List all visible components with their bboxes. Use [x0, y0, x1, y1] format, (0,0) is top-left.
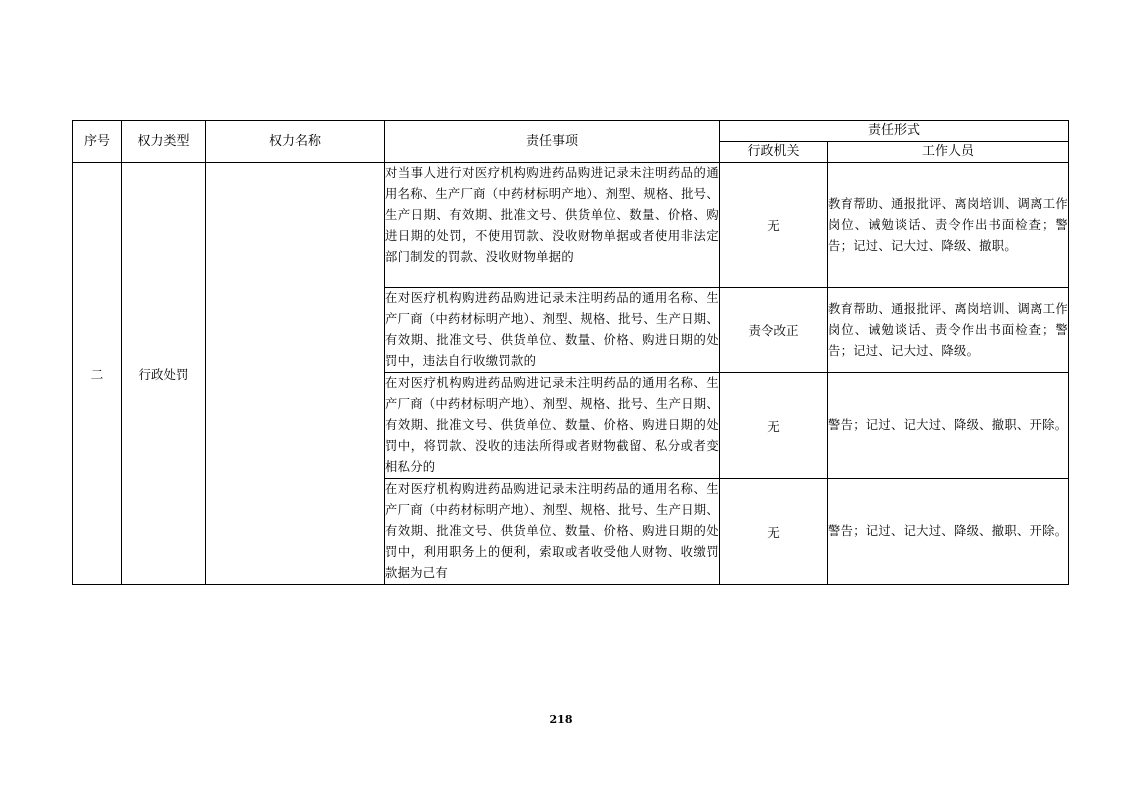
responsibility-item: 在对医疗机构购进药品购进记录未注明药品的通用名称、生产厂商（中药材标明产地）、剂型、规格、批号、生产日期、有效期、批准文号、供货单位、数量、价格、购进日期的处罚中，违法自行收缴罚款的	[385, 288, 720, 373]
header-staff: 工作人员	[828, 142, 1069, 163]
admin-organ-cell: 责令改正	[720, 288, 828, 373]
group-seq: 二	[73, 163, 122, 585]
responsibility-item: 对当事人进行对医疗机构购进药品购进记录未注明药品的通用名称、生产厂商（中药材标明产地）、剂型、规格、批号、生产日期、有效期、批准文号、供货单位、数量、价格、购进日期的处罚，不使用罚款、没收财物单据或者使用非法定部门制发的罚款、没收财物单据的	[385, 163, 720, 288]
group-power-name	[206, 163, 385, 585]
staff-cell: 警告；记过、记大过、降级、撤职、开除。	[828, 479, 1069, 585]
group-power-type: 行政处罚	[122, 163, 206, 585]
header-power-name: 权力名称	[206, 121, 385, 163]
responsibility-table	[72, 120, 1069, 585]
header-admin-organ: 行政机关	[720, 142, 828, 163]
header-responsibility-form: 责任形式	[720, 121, 1069, 142]
staff-cell: 警告；记过、记大过、降级、撤职、开除。	[828, 373, 1069, 479]
staff-cell: 教育帮助、通报批评、离岗培训、调离工作岗位、诫勉谈话、责令作出书面检查；警告；记过、记大过、降级、撤职。	[828, 163, 1069, 288]
staff-cell: 教育帮助、通报批评、离岗培训、调离工作岗位、诫勉谈话、责令作出书面检查；警告；记过、记大过、降级。	[828, 288, 1069, 373]
admin-organ-cell: 无	[720, 373, 828, 479]
responsibility-item: 在对医疗机构购进药品购进记录未注明药品的通用名称、生产厂商（中药材标明产地）、剂型、规格、批号、生产日期、有效期、批准文号、供货单位、数量、价格、购进日期的处罚中，利用职务上的便利，索取或者收受他人财物、收缴罚款据为己有	[385, 479, 720, 585]
header-seq: 序号	[73, 121, 122, 163]
table-row	[73, 163, 1069, 288]
admin-organ-cell: 无	[720, 163, 828, 288]
page-number: 218	[549, 713, 573, 726]
admin-organ-cell: 无	[720, 479, 828, 585]
header-power-type: 权力类型	[122, 121, 206, 163]
header-responsibility: 责任事项	[385, 121, 720, 163]
responsibility-item: 在对医疗机构购进药品购进记录未注明药品的通用名称、生产厂商（中药材标明产地）、剂型、规格、批号、生产日期、有效期、批准文号、供货单位、数量、价格、购进日期的处罚中，将罚款、没收的违法所得或者财物截留、私分或者变相私分的	[385, 373, 720, 479]
